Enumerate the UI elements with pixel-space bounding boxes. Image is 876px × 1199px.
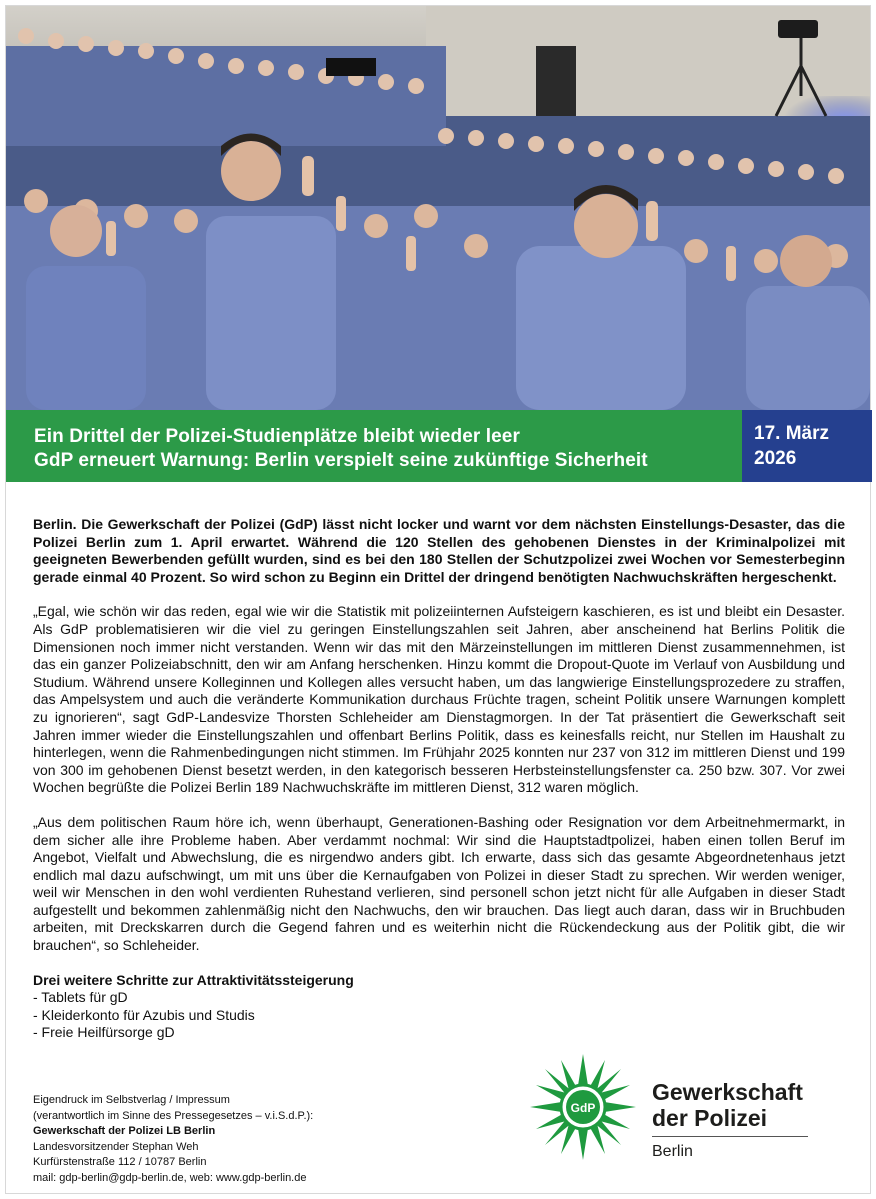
imprint-line: Landesvorsitzender Stephan Weh [33, 1140, 199, 1153]
date-band [742, 410, 872, 482]
list-item: - Freie Heilfürsorge gD [33, 1024, 175, 1041]
imprint-address: Kurfürstenstraße 112 / 10787 Berlin [33, 1156, 207, 1169]
logo-name-line-1: Gewerkschaft [652, 1079, 803, 1105]
imprint [33, 1093, 453, 1187]
imprint-line: Eigendruck im Selbstverlag / Impressum [33, 1094, 230, 1106]
list-item: - Tablets für gD [33, 989, 128, 1006]
imprint-contact: mail: gdp-berlin@gdp-berlin.de, web: www.gdp-berlin.de [33, 1171, 307, 1184]
list-item: - Kleiderkonto für Azubis und Studis [33, 1006, 255, 1023]
imprint-organization: Gewerkschaft der Polizei LB Berlin [33, 1125, 216, 1138]
body-paragraph-2: „Aus dem politischen Raum höre ich, wenn überhaupt, Generationen-Bashing oder Resignation vor dem Arbeitnehmermarkt, in dem sicher alle ihre Probleme haben. Aber verdammt nochmal: Wir sind die Hauptstadtpolizei, haben einen tollen Beruf im Angebot, Vielfalt und Abwechslung, die es nirgendwo anders gibt. Ich erwarte, dass sich das gesamte Abgeordnetenhaus jetzt endlich mal dazu aufschwingt, um mit uns über die Kernaufgaben von Polizei in dieser Stadt zu sprechen. Wir werden weniger, weil wir Menschen in den wohl verdienten Ruhestand verlieren, sind personell schon jetzt nicht für alle Aufgaben in dieser Stadt aufgestellt und bekommen zahlenmäßig nicht den Nachwuchs, den wir brauchen. Das liegt auch daran, dass wir in Bruchbuden arbeiten, mit Dreckskarren durch die Gegend fahren und es weiterhin nicht die Rückendeckung aus der Politik gibt, die wir brauchen“, so Schleheider. [33, 813, 845, 954]
lead-paragraph: Berlin. Die Gewerkschaft der Polizei (GdP) lässt nicht locker und warnt vor dem nächsten Einstellungs-Desaster, das die Polizei Berlin zum 1. April erwartet. Während die 120 Stellen des gehobenen Dienstes in der Kriminalpolizei mit geeigneten Bewerbenden gefüllt wurden, sind es bei den 180 Stellen der Schutzpolizei zwei Wochen vor Semesterbeginn gerade einmal 40 Prozent. So wird schon zu Beginn ein Drittel der dringend benötigten Nachwuchskräften hergeschenkt. [33, 516, 845, 585]
ceremony-photo [6, 6, 870, 410]
logo-name-line-2: der Polizei [652, 1105, 768, 1131]
headline-subtitle: GdP erneuert Warnung: Berlin verspielt seine zukünftige Sicherheit [34, 450, 648, 471]
headline-title: Ein Drittel der Polizei-Studienplätze bleibt wieder leer [34, 426, 520, 447]
imprint-line: (verantwortlich im Sinne des Pressegesetzes – v.i.S.d.P.): [33, 1109, 314, 1122]
gdp-star-logo-icon [528, 1052, 638, 1162]
body-paragraph-1: „Egal, wie schön wir das reden, egal wie wir die Statistik mit polizeiinternen Aufsteigern kaschieren, es ist und bleibt ein Desaster. Als GdP problematisieren wir die viel zu geringen Einstellungszahlen seit Jahren, aber anscheinend hat Berlins Politik die Dimensionen noch immer nicht verstanden. Wenn wir das mit den Märzeinstellungen im mittleren Dienst zusammennehmen, ist das ein ganzer Polizeiabschnitt, den wir am Anfang herschenken. Hinzu kommt die Dropout-Quote im Verlauf von Ausbildung und Studium. Während unsere Kolleginnen und Kollegen alles versucht haben, um das langwierige Einstellungsprozedere zu straffen, das Ampelsystem und auch die veränderte Kommunikation durchaus Früchte tragen, scheint Politik unsere Warnungen komplett zu ignorieren“, sagt GdP-Landesvize Thorsten Schleheider am Dienstagmorgen. In der Tat präsentiert die Gewerkschaft seit Jahren immer wieder die Einstellungszahlen und offenbart Berlins Politik, dass es keinesfalls reicht, nur Stellen im Haushalt zu hinterlegen, wenn die Rahmenbedingungen nicht stimmen. Im Frühjahr 2025 konnten nur 237 von 312 im mittleren Dienst und 199 von 300 im gehobenen Dienst besetzt werden, in den kategorisch besseren Herbsteinstellungsfenster ca. 250 bzw. 307. Vor zwei Wochen begrüßte die Polizei Berlin 189 Nachwuchskräfte im mittleren Dienst, 312 waren möglich. [33, 603, 845, 796]
gdp-wordmark [652, 1079, 812, 1161]
headline-band [6, 410, 742, 482]
logo-divider [652, 1136, 808, 1137]
steps-list [33, 972, 845, 1042]
date-day-month: 17. März [754, 423, 829, 444]
date-year: 2026 [754, 448, 797, 469]
date-label [754, 421, 829, 471]
steps-list-title: Drei weitere Schritte zur Attraktivitätssteigerung [33, 971, 354, 988]
ceremony-photo-illustration [6, 6, 870, 410]
article-body [33, 516, 845, 1042]
logo-monogram: GdP [570, 1101, 596, 1115]
gdp-star-logo-graphic [528, 1052, 638, 1162]
logo-city: Berlin [652, 1143, 693, 1160]
